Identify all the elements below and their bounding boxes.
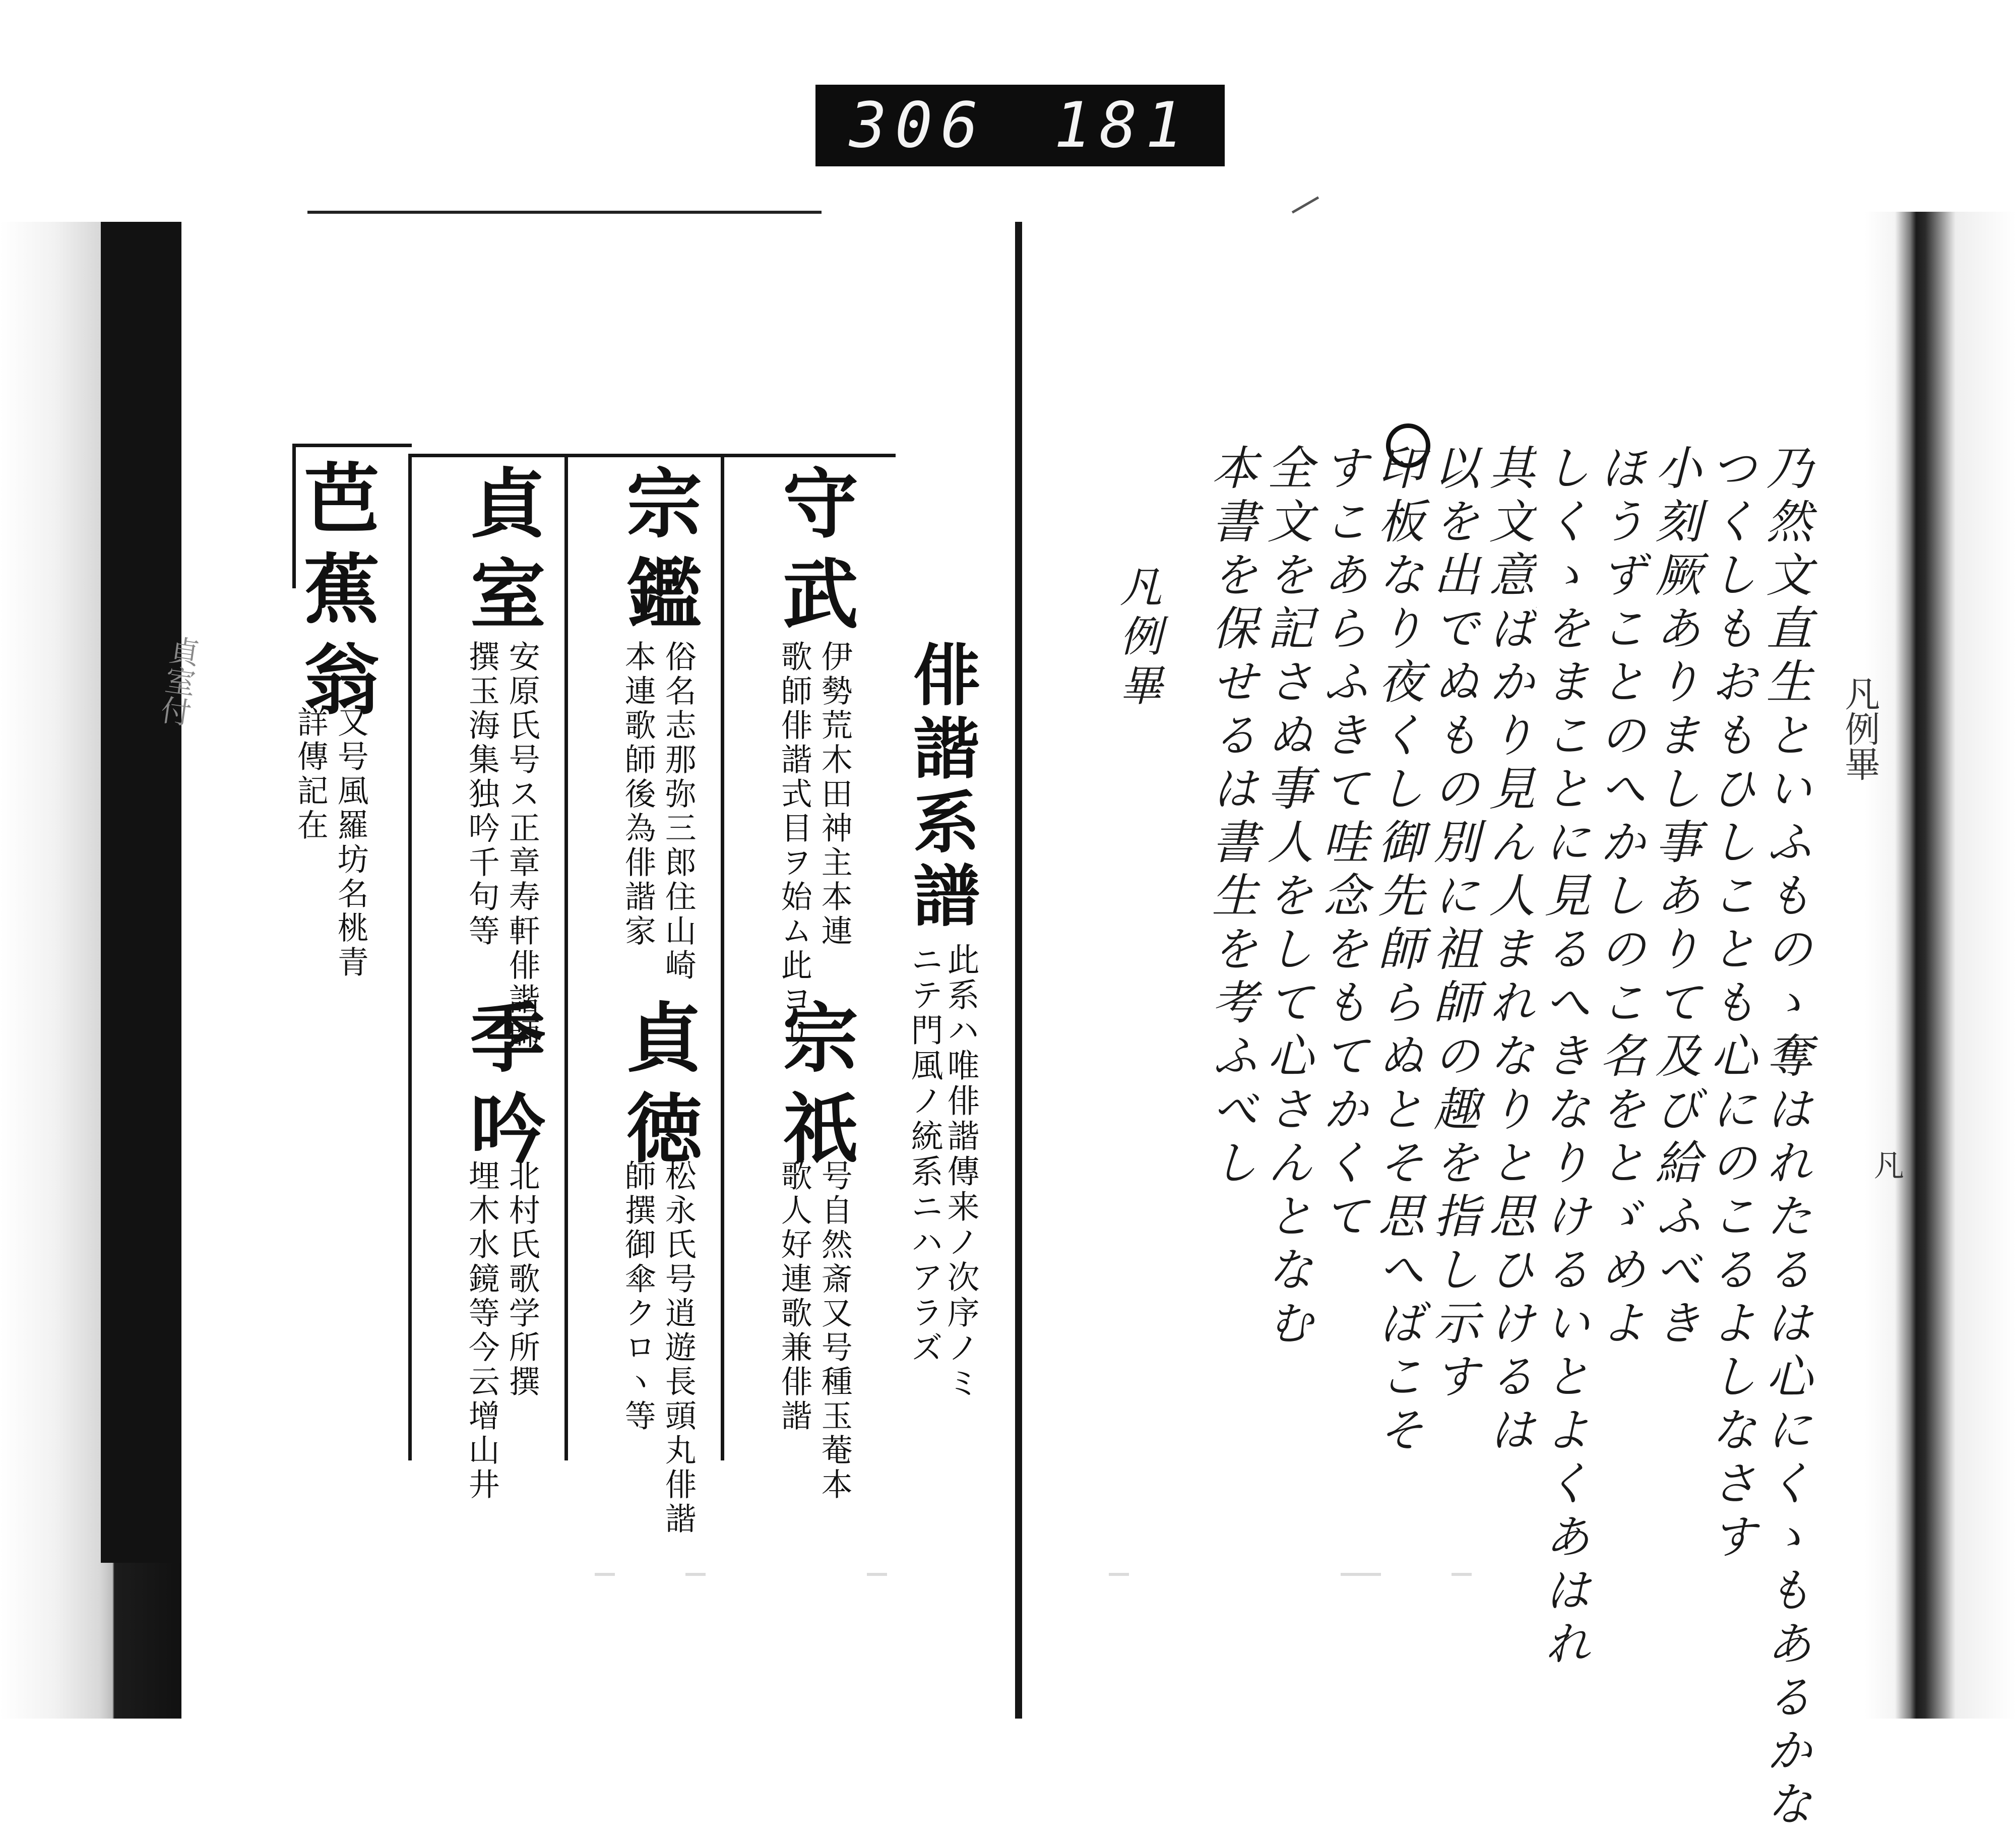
title-note-line2: ニテ門風ノ統系ニハアラズ	[905, 943, 943, 1366]
entry-note-sogi-2: 歌人好連歌兼俳諧	[776, 1159, 813, 1434]
scan-mark	[1292, 196, 1319, 213]
handwritten-column-5: しくゝをまことに見るへきなりけるいとよくあはれ	[1537, 444, 1591, 1673]
handwritten-column-10: 全文を記さぬ事人をして心さんとなむ	[1259, 444, 1314, 1352]
left-page-shadow	[101, 222, 181, 1563]
right-book-edge	[1865, 212, 2016, 1719]
entry-note-shubu-1: 伊勢荒木田神主本連	[816, 640, 853, 949]
entry-note-kigin-1: 北村氏歌学所撰	[503, 1159, 541, 1399]
left-margin-note: 貞室付	[154, 633, 202, 728]
scan-speck	[867, 1573, 887, 1576]
book-spine	[1015, 222, 1022, 1719]
handwritten-column-11: 本書を保せるは書生を考ふべし	[1204, 444, 1258, 1192]
handwritten-column-4: ほうずことのへかしのこ名をとゞめよ	[1592, 444, 1647, 1352]
entry-note-kigin-2: 埋木水鏡等今云增山井	[463, 1159, 500, 1502]
scan-speck	[1452, 1573, 1472, 1576]
entry-note-teitoku-2: 師撰御傘クロヽ等	[619, 1159, 657, 1434]
entry-name-sogi: 宗祇	[770, 998, 858, 1180]
handwritten-column-9: すこあらふきて哇念をもてかくて	[1315, 444, 1369, 1245]
handwritten-column-6: 其文意ばかり見ん人まれなりと思ひけるは	[1481, 444, 1536, 1459]
entry-note-sokan-2: 本連歌師後為俳諧家	[619, 640, 657, 949]
entry-name-basho: 芭蕉翁	[291, 459, 380, 731]
entry-name-sokan: 宗鑑	[613, 464, 702, 645]
entry-name-teishitsu: 貞室	[457, 464, 546, 645]
right-edge-note: 凡	[1869, 1149, 1904, 1180]
entry-note-teishitsu-2: 撰玉海集独吟千句等	[463, 640, 500, 949]
handwritten-column-8: 印板なり夜くし御先師らぬとそ思へばこそ	[1370, 444, 1425, 1459]
entry-note-basho-2: 詳傳記在	[292, 706, 329, 843]
entry-name-teitoku: 貞徳	[613, 998, 702, 1180]
handwritten-column-3: 小刻厥ありまし事ありて及び給ふべき	[1648, 444, 1702, 1352]
scan-speck	[1341, 1573, 1381, 1576]
scan-speck	[685, 1573, 706, 1576]
label-left-number: 306	[849, 89, 986, 162]
entry-note-basho-1: 又号風羅坊名桃青	[332, 706, 369, 980]
entry-note-sogi-1: 号自然斎又号種玉菴本	[816, 1159, 853, 1502]
entry-name-shubu: 守武	[770, 464, 858, 645]
scan-speck	[595, 1573, 615, 1576]
entry-note-teishitsu-1: 安原氏号ス正章寿軒俳諧師	[503, 640, 541, 1052]
page-title: 俳諧系譜	[902, 640, 980, 935]
scan-speck	[1109, 1573, 1129, 1576]
handwritten-column-2: つくしもおもひしことも心にのこるよしなさす	[1703, 444, 1757, 1566]
entry-name-kigin: 季吟	[457, 998, 546, 1180]
entry-note-sokan-1: 俗名志那弥三郎住山崎	[660, 640, 697, 983]
entry-note-shubu-2: 歌師俳諧式目ヲ始ム此ヨリ	[776, 640, 813, 1052]
handwritten-column-7: 以を出でぬもの別に祖師の趣を指し示す	[1426, 444, 1480, 1406]
section-end-heading: 凡例畢	[1113, 565, 1163, 713]
page-number-label	[815, 85, 1225, 166]
entry-note-teitoku-1: 松永氏号逍遊長頭丸俳諧	[660, 1159, 697, 1537]
label-right-number: 181	[1054, 89, 1191, 162]
right-margin-note: 凡例畢	[1839, 676, 1880, 781]
handwritten-column-1: 乃然文直生といふものゝ奪はれたるは心にくゝもあるかな	[1758, 444, 1813, 1833]
title-note-line1: 此系ハ唯俳諧傳来ノ次序ノミ	[941, 943, 979, 1401]
page-top-rule	[307, 211, 822, 214]
